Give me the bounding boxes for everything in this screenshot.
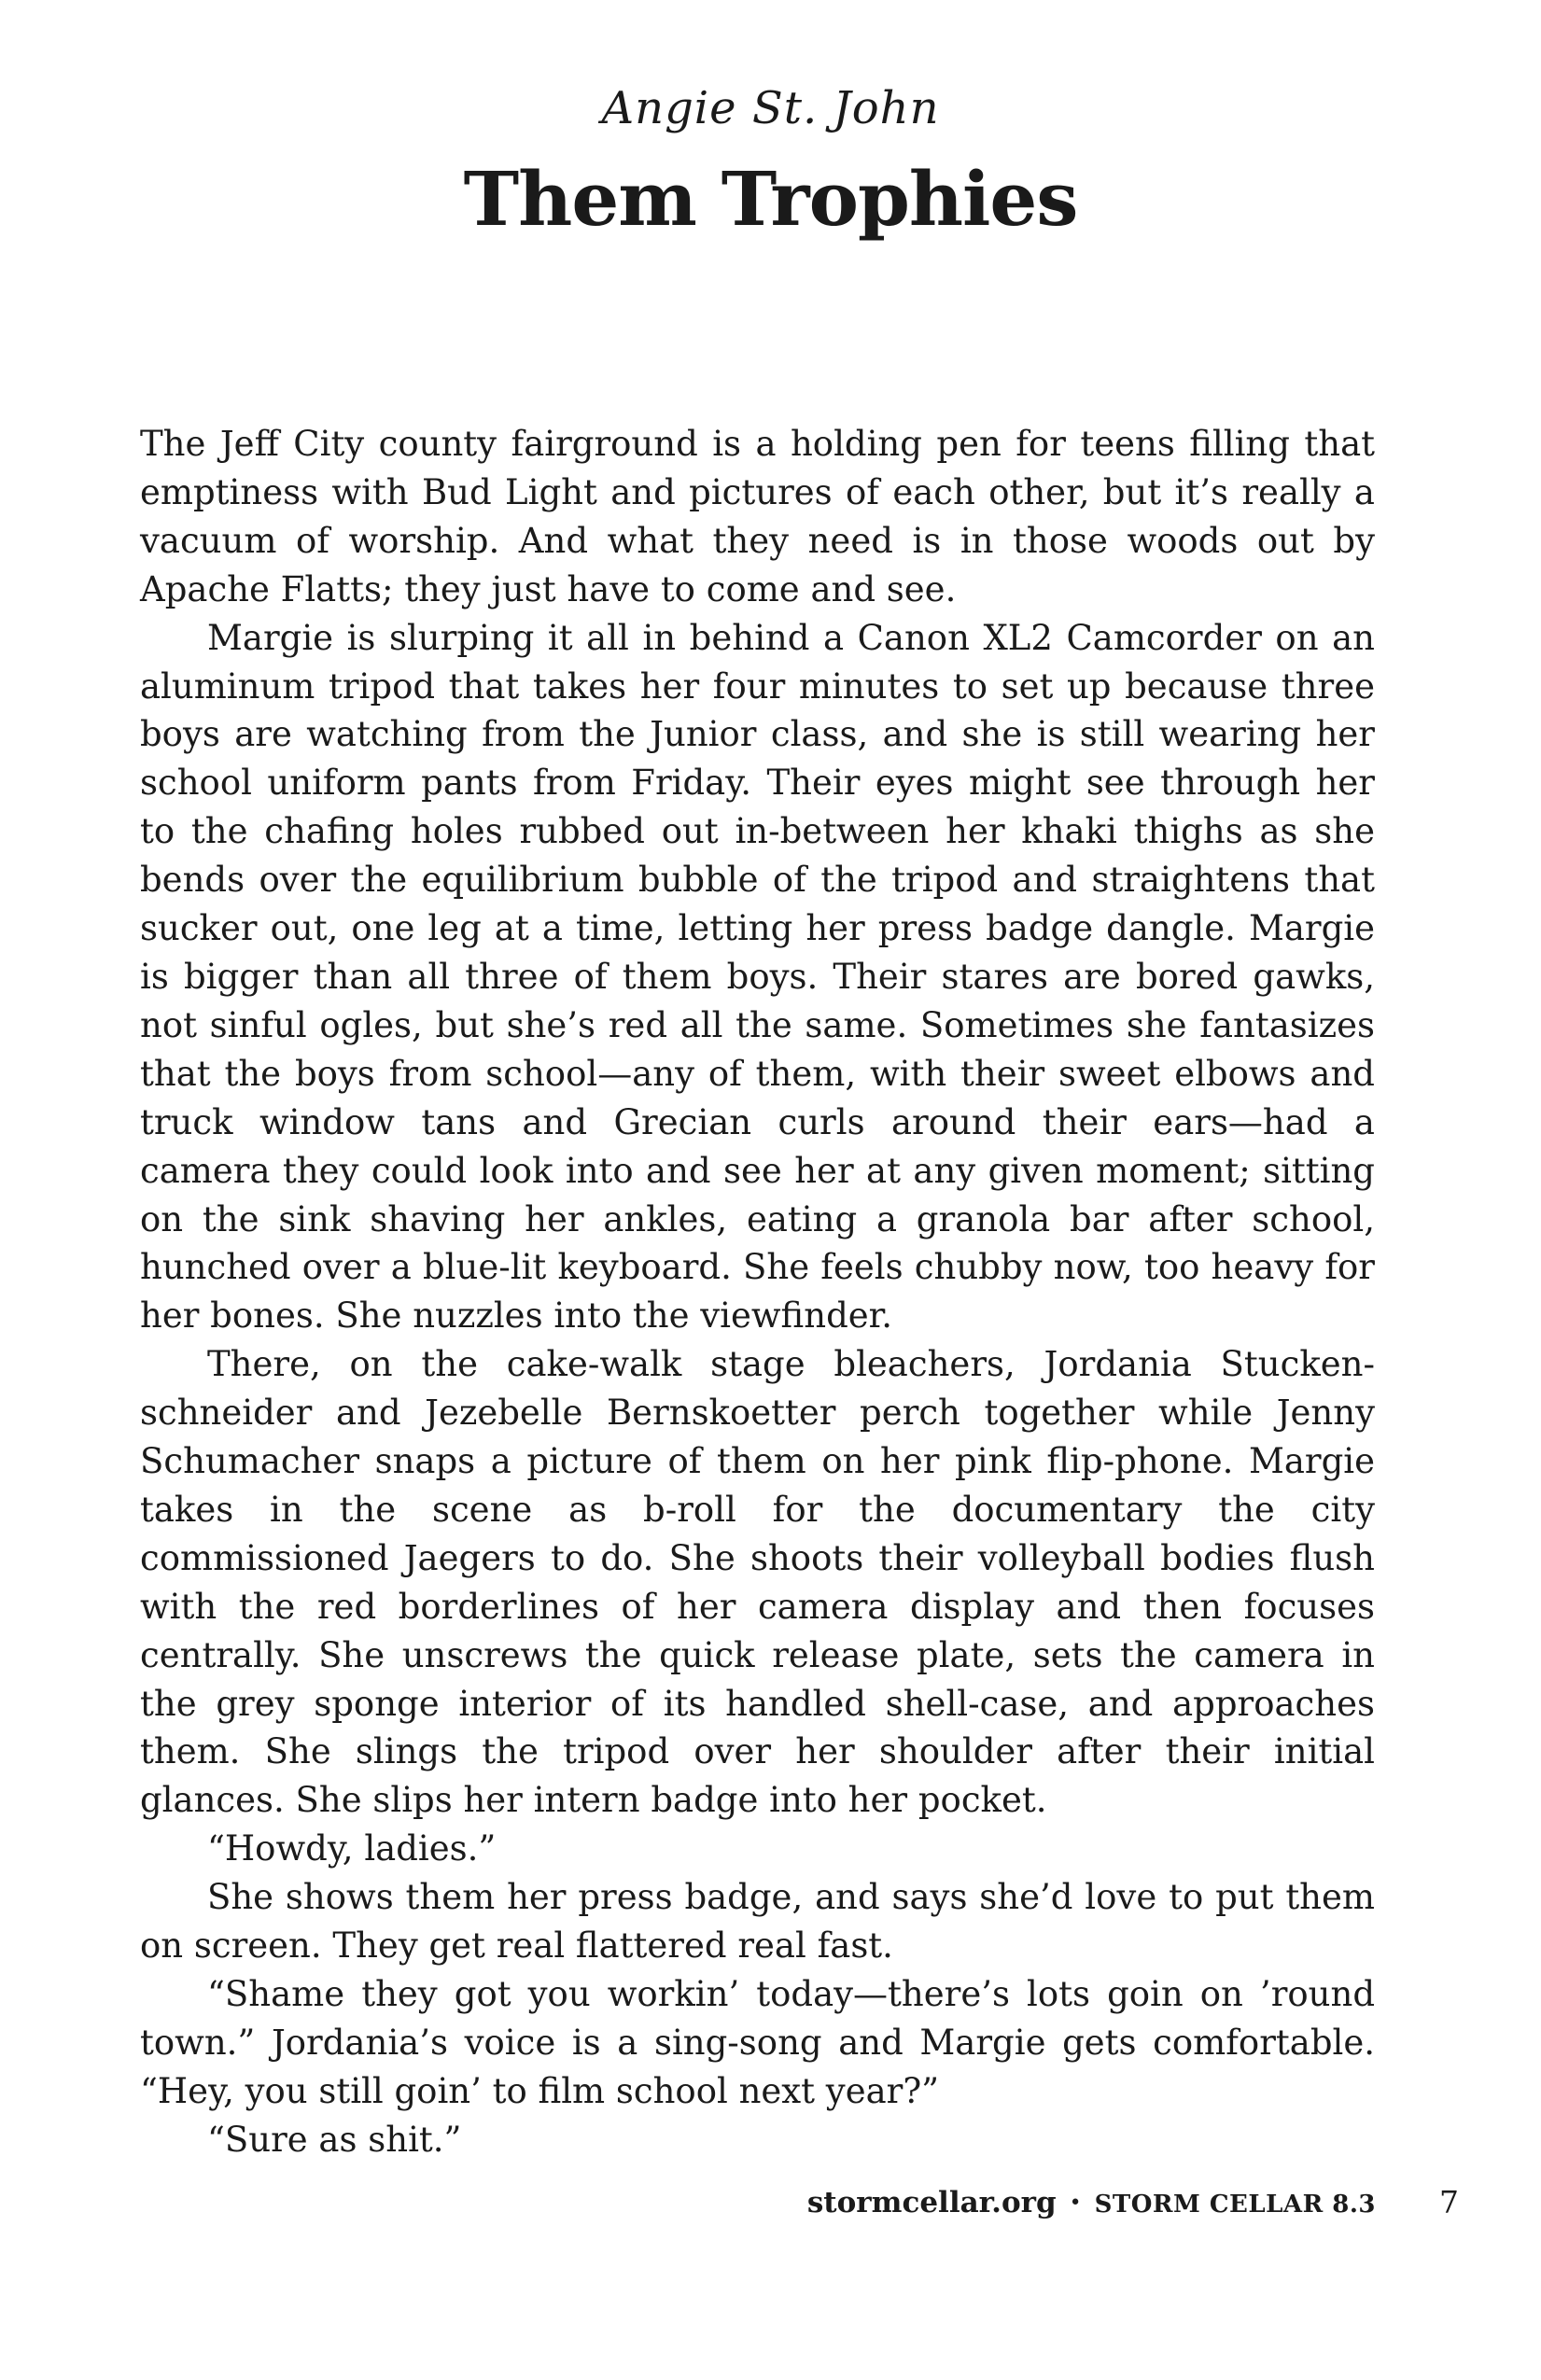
paragraph: “Howdy, ladies.” <box>207 1828 497 1869</box>
footer-site: stormcellar.org <box>806 2186 1057 2219</box>
page-footer <box>0 2175 1541 2231</box>
paragraph: “Shame they got you workin’ today—there’s lots goin on ’round town.” Jordania’s voice is a sing-song and Margie gets comfortable. “Hey, you still goin’ to film school next year?” <box>140 1974 1375 2111</box>
paragraph: “Sure as shit.” <box>207 2119 462 2160</box>
page-number: 7 <box>1439 2184 1459 2220</box>
story-title: Them Trophies <box>463 155 1078 243</box>
bullet-separator: • <box>1069 2191 1082 2215</box>
author-name: Angie St. John <box>601 82 940 134</box>
story-body <box>140 420 1375 2164</box>
paragraph: She shows them her press badge, and says she’d love to put them on screen. They get real flattered real fast. <box>140 1877 1375 1967</box>
footer-journal: STORM CELLAR 8.3 <box>1094 2191 1376 2219</box>
story-header <box>0 75 1541 250</box>
paragraph: There, on the cake-walk stage bleachers, Jordania Stuckenschneider and Jezebelle Bernskoetter perch together while Jenny Schumacher snaps a picture of them on her pink flip-phone. Margie takes in the scene as b-roll for the documentary the city commissioned Jaegers to do. She shoots their volleyball bodies flush with the red borderlines of her camera display and then focuses centrally. She unscrews the quick release plate, sets the camera in the grey sponge interior of its handled shell-case, and approaches them. She slings the tripod over her shoulder after their initial glances. She slips her intern badge into her pocket. <box>140 1344 1375 1821</box>
paragraph: Margie is slurping it all in behind a Canon XL2 Camcorder on an aluminum tripod that takes her four minutes to set up because three boys are watching from the Junior class, and she is still wearing her school uniform pants from Friday. Their eyes might see through her to the chafing holes rubbed out in-between her khaki thighs as she bends over the equilibrium bubble of the tripod and straightens that sucker out, one leg at a time, letting her press badge dangle. Margie is bigger than all three of them boys. Their stares are bored gawks, not sinful ogles, but she’s red all the same. Sometimes she fantasizes that the boys from school—any of them, with their sweet elbows and truck window tans and Grecian curls around their ears—had a camera they could look into and see her at any given moment; sitting on the sink shaving her ankles, eating a granola bar after school, hunched over a blue-lit keyboard. She feels chubby now, too heavy for her bones. She nuzzles into the viewfinder. <box>140 617 1375 1337</box>
paragraph: The Jeff City county fairground is a holding pen for teens filling that emptiness with Bud Light and pictures of each other, but it’s really a vacuum of worship. And what they need is in those woods out by Apache Flatts; they just have to come and see. <box>140 424 1375 609</box>
footer-source <box>807 2175 1376 2233</box>
